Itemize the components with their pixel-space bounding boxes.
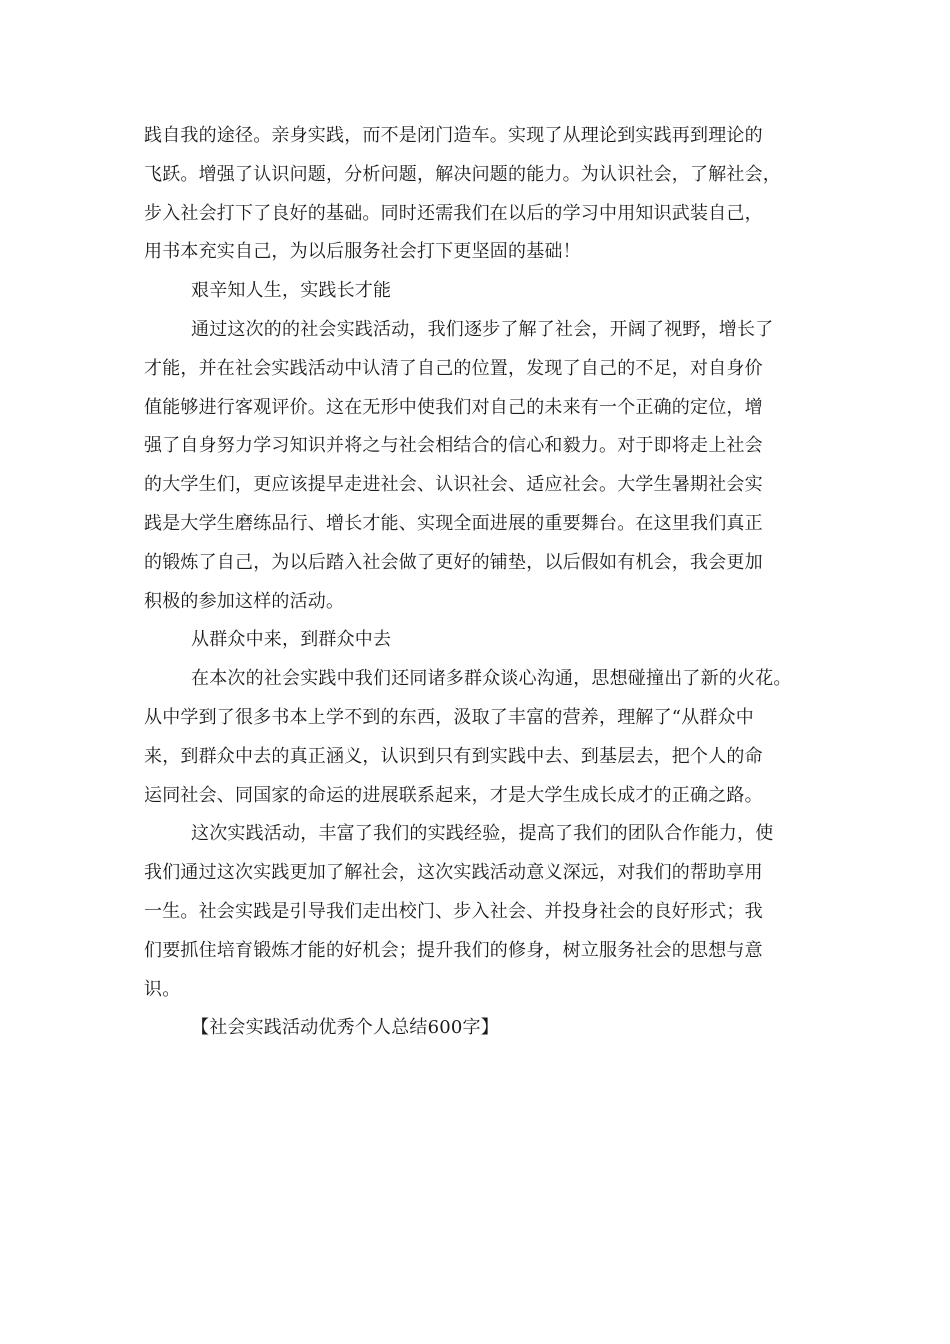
text-line: 用书本充实自己，为以后服务社会打下更坚固的基础！: [144, 241, 581, 263]
text-line: 通过这次的的社会实践活动，我们逐步了解了社会，开阔了视野，增长了: [191, 318, 774, 340]
text-line: 飞跃。增强了认识问题，分析问题，解决问题的能力。为认识社会，了解社会，: [144, 163, 781, 185]
text-line: 践自我的途径。亲身实践，而不是闭门造车。实现了从理论到实践再到理论的: [144, 125, 763, 146]
text-line: 才能，并在社会实践活动中认清了自己的位置，发现了自己的不足，对自身价: [144, 357, 763, 379]
text-line: 一生。社会实践是引导我们走出校门、步入社会、并投身社会的良好形式；我: [144, 900, 763, 922]
text-line: 的锻炼了自己，为以后踏入社会做了更好的铺垫，以后假如有机会，我会更加: [144, 551, 763, 573]
document-title-tag: 【社会实践活动优秀个人总结600字】: [191, 1017, 499, 1039]
text-line: 值能够进行客观评价。这在无形中使我们对自己的未来有一个正确的定位，增: [144, 396, 763, 418]
text-line: 来，到群众中去的真正涵义，认识到只有到实践中去、到基层去，把个人的命: [144, 745, 763, 767]
text-line: 运同社会、同国家的命运的进展联系起来，才是大学生成长成才的正确之路。: [144, 784, 763, 806]
text-line: 从中学到了很多书本上学不到的东西，汲取了丰富的营养，理解了“从群众中: [144, 706, 754, 728]
text-line: 们要抓住培育锻炼才能的好机会；提升我们的修身，树立服务社会的思想与意: [144, 939, 763, 961]
text-line: 的大学生们，更应该提早走进社会、认识社会、适应社会。大学生暑期社会实: [144, 474, 763, 496]
body-text: [144, 117, 824, 1048]
text-line: 这次实践活动，丰富了我们的实践经验，提高了我们的团队合作能力，使: [191, 823, 774, 845]
text-line: 识。: [144, 978, 181, 1000]
text-line: 践是大学生磨练品行、增长才能、实现全面进展的重要舞台。在这里我们真正: [144, 512, 763, 534]
text-line: 我们通过这次实践更加了解社会，这次实践活动意义深远，对我们的帮助享用: [144, 862, 763, 884]
section-heading: 从群众中来，到群众中去: [191, 629, 392, 651]
section-heading: 艰辛知人生，实践长才能: [191, 280, 392, 302]
text-line: 在本次的社会实践中我们还同诸多群众谈心沟通，思想碰撞出了新的火花。: [191, 668, 792, 690]
text-line: 积极的参加这样的活动。: [144, 590, 345, 612]
text-line: 强了自身努力学习知识并将之与社会相结合的信心和毅力。对于即将走上社会: [144, 435, 763, 457]
text-line: 步入社会打下了良好的基础。同时还需我们在以后的学习中用知识武装自己，: [144, 202, 763, 224]
